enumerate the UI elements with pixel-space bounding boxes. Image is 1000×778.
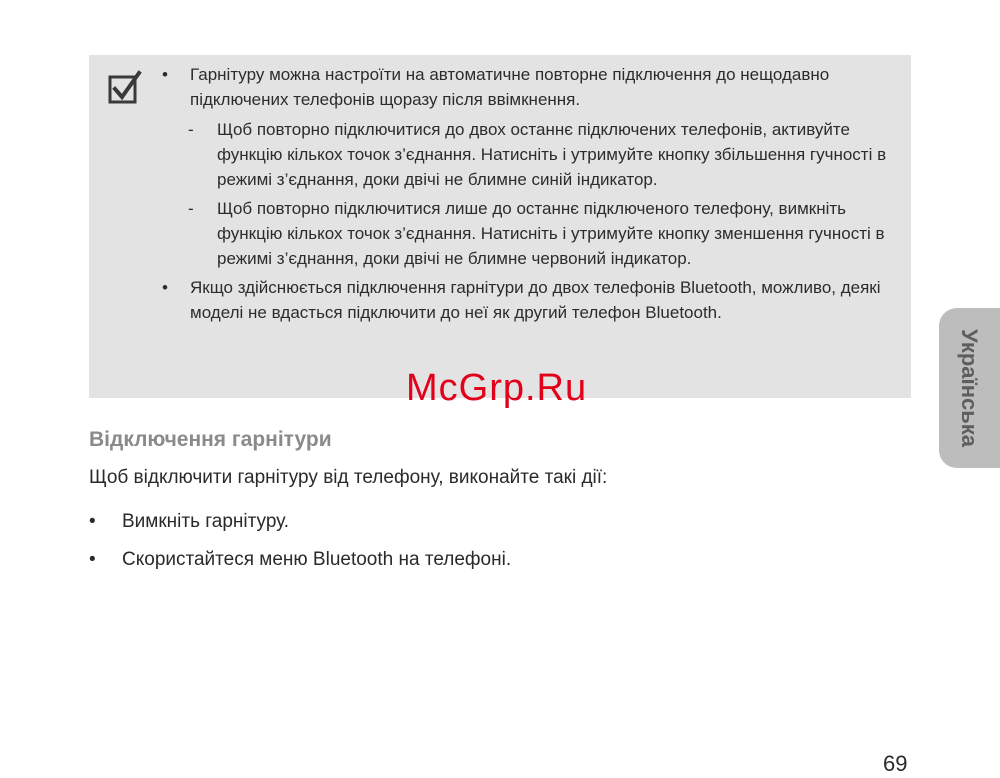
watermark: McGrp.Ru xyxy=(406,367,588,409)
step-text: Скористайтеся меню Bluetooth на телефоні. xyxy=(122,549,512,570)
note-subitem-two-phones xyxy=(160,117,900,192)
section-intro: Щоб відключити гарнітуру від телефону, виконайте такі дії: xyxy=(89,467,608,488)
note-text xyxy=(160,62,900,325)
steps-list xyxy=(89,510,789,586)
note-item-text: Якщо здійснюється підключення гарнітури до двох телефонів Bluetooth, можливо, деякі моделі не вдасться підключити до неї як другий телефон Bluetooth. xyxy=(190,278,881,322)
note-subitem-last-phone xyxy=(160,196,900,271)
note-subitem-text: Щоб повторно підключитися лише до останнє підключеного телефону, вимкніть функцію кількох точок з’єднання. Натисніть і утримуйте кнопку зменшення гучності в режимі з’єднання, доки двічі не блимне червоний індикатор. xyxy=(217,199,885,268)
bullet-marker: • xyxy=(89,511,96,532)
note-item-auto-reconnect xyxy=(160,62,900,112)
step-text: Вимкніть гарнітуру. xyxy=(122,511,290,532)
bullet-marker: • xyxy=(89,549,96,570)
note-subitem-text: Щоб повторно підключитися до двох останнє підключених телефонів, активуйте функцію кількох точок з’єднання. Натисніть і утримуйте кнопку збільшення гучності в режимі з’єднання, доки двічі не блимне синій індикатор. xyxy=(217,120,887,189)
dash-marker: - xyxy=(188,199,194,218)
list-item xyxy=(89,548,789,572)
language-tab-label: Українська xyxy=(957,328,982,448)
bullet-marker: • xyxy=(162,65,168,84)
note-item-bluetooth-warning xyxy=(160,275,900,325)
section-title: Відключення гарнітури xyxy=(89,428,332,451)
list-item xyxy=(89,510,789,534)
note-item-text: Гарнітуру можна настроїти на автоматичне повторне підключення до нещодавно підключених телефонів щоразу після ввімкнення. xyxy=(190,65,830,109)
checkbox-check-icon xyxy=(107,70,143,106)
dash-marker: - xyxy=(188,120,194,139)
page-number: 69 xyxy=(883,751,908,776)
bullet-marker: • xyxy=(162,278,168,297)
